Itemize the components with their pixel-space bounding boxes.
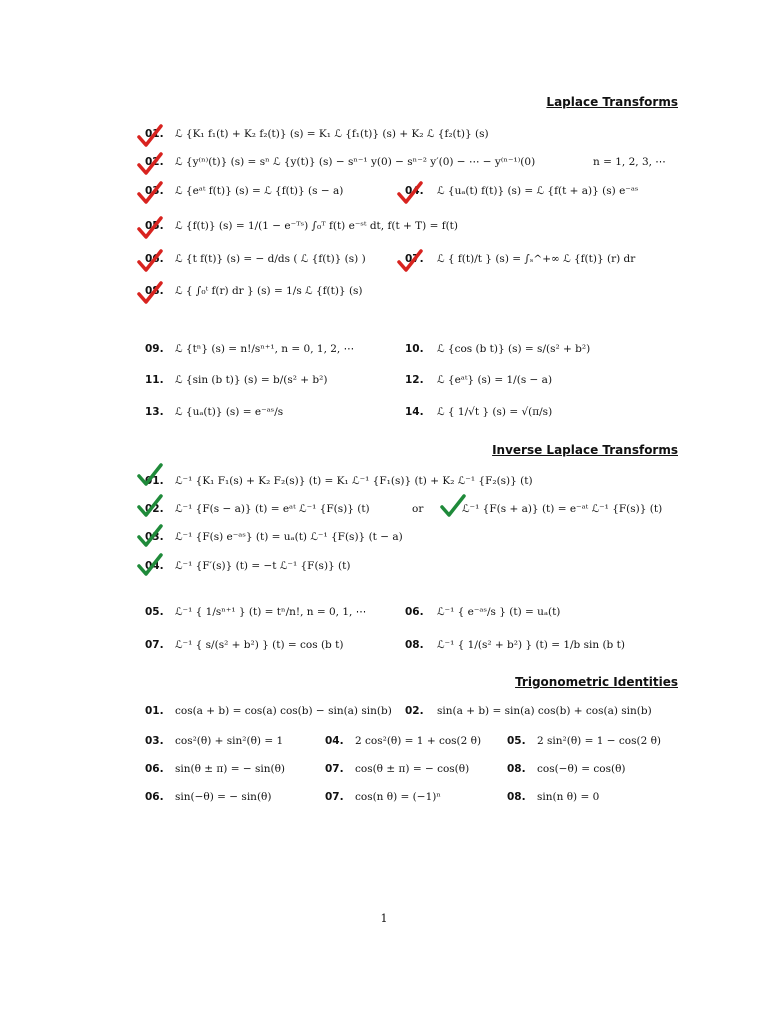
trig-formula: sin(n θ) = 0 — [537, 791, 600, 803]
inverse-formula: ℒ⁻¹ { e⁻ᵃˢ/s } (t) = uₐ(t) — [437, 606, 561, 618]
laplace-num: 09. — [145, 343, 164, 355]
trig-num: 02. — [405, 705, 424, 717]
green-check-icon — [137, 524, 163, 548]
laplace-formula: ℒ {eᵃᵗ f(t)} (s) = ℒ {f(t)} (s − a) — [175, 185, 344, 197]
trig-formula: sin(a + b) = sin(a) cos(b) + cos(a) sin(b) — [437, 705, 652, 717]
laplace-formula: ℒ {y⁽ⁿ⁾(t)} (s) = sⁿ ℒ {y(t)} (s) − sⁿ⁻¹ y(0) − sⁿ⁻² y′(0) − ⋯ − y⁽ⁿ⁻¹⁾(0) — [175, 156, 536, 168]
red-check-icon — [397, 181, 423, 205]
laplace-num: 06. — [145, 253, 164, 265]
green-check-icon — [137, 494, 163, 518]
trig-formula: sin(θ ± π) = − sin(θ) — [175, 763, 286, 775]
laplace-num: 07. — [405, 253, 424, 265]
red-check-icon — [137, 124, 163, 148]
inverse-num: 08. — [405, 639, 424, 651]
laplace-formula: ℒ { 1/√t } (s) = √(π/s) — [437, 406, 553, 418]
inverse-formula: ℒ⁻¹ {F(s) e⁻ᵃˢ} (t) = uₐ(t) ℒ⁻¹ {F(s)} (t − a) — [175, 531, 403, 543]
section-title-laplace: Laplace Transforms — [546, 95, 678, 109]
trig-num: 07. — [325, 791, 344, 803]
inverse-num: 01. — [145, 475, 164, 487]
trig-formula: 2 cos²(θ) = 1 + cos(2 θ) — [355, 735, 482, 747]
inverse-formula: ℒ⁻¹ {F(s − a)} (t) = eᵃᵗ ℒ⁻¹ {F(s)} (t) — [175, 503, 370, 515]
section-title-inverse: Inverse Laplace Transforms — [492, 443, 678, 457]
inverse-formula-alt: ℒ⁻¹ {F(s + a)} (t) = e⁻ᵃᵗ ℒ⁻¹ {F(s)} (t) — [462, 503, 663, 515]
laplace-formula: ℒ { ∫₀ᵗ f(r) dr } (s) = 1/s ℒ {f(t)} (s) — [175, 285, 363, 297]
trig-num: 01. — [145, 705, 164, 717]
trig-formula: 2 sin²(θ) = 1 − cos(2 θ) — [537, 735, 662, 747]
trig-formula: sin(−θ) = − sin(θ) — [175, 791, 272, 803]
trig-num: 08. — [507, 763, 526, 775]
laplace-num: 02. — [145, 156, 164, 168]
laplace-formula: ℒ {K₁ f₁(t) + K₂ f₂(t)} (s) = K₁ ℒ {f₁(t)} (s) + K₂ ℒ {f₂(t)} (s) — [175, 128, 489, 140]
section-title-trig: Trigonometric Identities — [515, 675, 678, 689]
laplace-num: 12. — [405, 374, 424, 386]
inverse-formula: ℒ⁻¹ { s/(s² + b²) } (t) = cos (b t) — [175, 639, 344, 651]
laplace-num: 11. — [145, 374, 164, 386]
laplace-condition: n = 1, 2, 3, ⋯ — [593, 156, 666, 168]
laplace-num: 04. — [405, 185, 424, 197]
inverse-num: 05. — [145, 606, 164, 618]
laplace-formula: ℒ {cos (b t)} (s) = s/(s² + b²) — [437, 343, 591, 355]
laplace-num: 03. — [145, 185, 164, 197]
red-check-icon — [137, 281, 163, 305]
green-check-icon — [137, 553, 163, 577]
page-number: 1 — [380, 912, 388, 925]
laplace-num: 10. — [405, 343, 424, 355]
green-check-icon — [440, 494, 466, 518]
laplace-num: 13. — [145, 406, 164, 418]
red-check-icon — [397, 249, 423, 273]
trig-formula: cos(n θ) = (−1)ⁿ — [355, 791, 441, 803]
red-check-icon — [137, 152, 163, 176]
inverse-formula: ℒ⁻¹ {K₁ F₁(s) + K₂ F₂(s)} (t) = K₁ ℒ⁻¹ {F₁(s)} (t) + K₂ ℒ⁻¹ {F₂(s)} (t) — [175, 475, 533, 487]
trig-num: 07. — [325, 763, 344, 775]
laplace-num: 14. — [405, 406, 424, 418]
laplace-formula: ℒ {tⁿ} (s) = n!/sⁿ⁺¹, n = 0, 1, 2, ⋯ — [175, 343, 355, 355]
laplace-formula: ℒ {t f(t)} (s) = − d/ds ( ℒ {f(t)} (s) ) — [175, 253, 366, 265]
trig-num: 08. — [507, 791, 526, 803]
trig-num: 03. — [145, 735, 164, 747]
inverse-num: 07. — [145, 639, 164, 651]
red-check-icon — [137, 216, 163, 240]
red-check-icon — [137, 181, 163, 205]
laplace-formula: ℒ {eᵃᵗ} (s) = 1/(s − a) — [437, 374, 553, 386]
laplace-formula: ℒ {f(t)} (s) = 1/(1 − e⁻ᵀˢ) ∫₀ᵀ f(t) e⁻ˢᵗ dt, f(t + T) = f(t) — [175, 220, 459, 232]
trig-formula: cos(−θ) = cos(θ) — [537, 763, 626, 775]
inverse-formula: ℒ⁻¹ { 1/sⁿ⁺¹ } (t) = tⁿ/n!, n = 0, 1, ⋯ — [175, 606, 367, 618]
inverse-num: 02. — [145, 503, 164, 515]
inverse-num: 03. — [145, 531, 164, 543]
inverse-formula: ℒ⁻¹ { 1/(s² + b²) } (t) = 1/b sin (b t) — [437, 639, 625, 651]
trig-formula: cos(a + b) = cos(a) cos(b) − sin(a) sin(b) — [175, 705, 392, 717]
inverse-num: 06. — [405, 606, 424, 618]
laplace-formula: ℒ {uₐ(t) f(t)} (s) = ℒ {f(t + a)} (s) e⁻ᵃˢ — [437, 185, 639, 197]
laplace-formula: ℒ { f(t)/t } (s) = ∫ₛ^+∞ ℒ {f(t)} (r) dr — [437, 253, 636, 265]
laplace-formula: ℒ {sin (b t)} (s) = b/(s² + b²) — [175, 374, 328, 386]
trig-formula: cos(θ ± π) = − cos(θ) — [355, 763, 470, 775]
red-check-icon — [137, 249, 163, 273]
laplace-num: 01. — [145, 128, 164, 140]
trig-num: 06. — [145, 791, 164, 803]
trig-num: 04. — [325, 735, 344, 747]
trig-num: 05. — [507, 735, 526, 747]
laplace-formula: ℒ {uₐ(t)} (s) = e⁻ᵃˢ/s — [175, 406, 284, 418]
laplace-num: 05. — [145, 220, 164, 232]
trig-num: 06. — [145, 763, 164, 775]
laplace-num: 08. — [145, 285, 164, 297]
inverse-num: 04. — [145, 560, 164, 572]
or-label: or — [412, 503, 424, 515]
inverse-formula: ℒ⁻¹ {F′(s)} (t) = −t ℒ⁻¹ {F(s)} (t) — [175, 560, 351, 572]
green-check-icon — [137, 463, 163, 487]
trig-formula: cos²(θ) + sin²(θ) = 1 — [175, 735, 284, 747]
